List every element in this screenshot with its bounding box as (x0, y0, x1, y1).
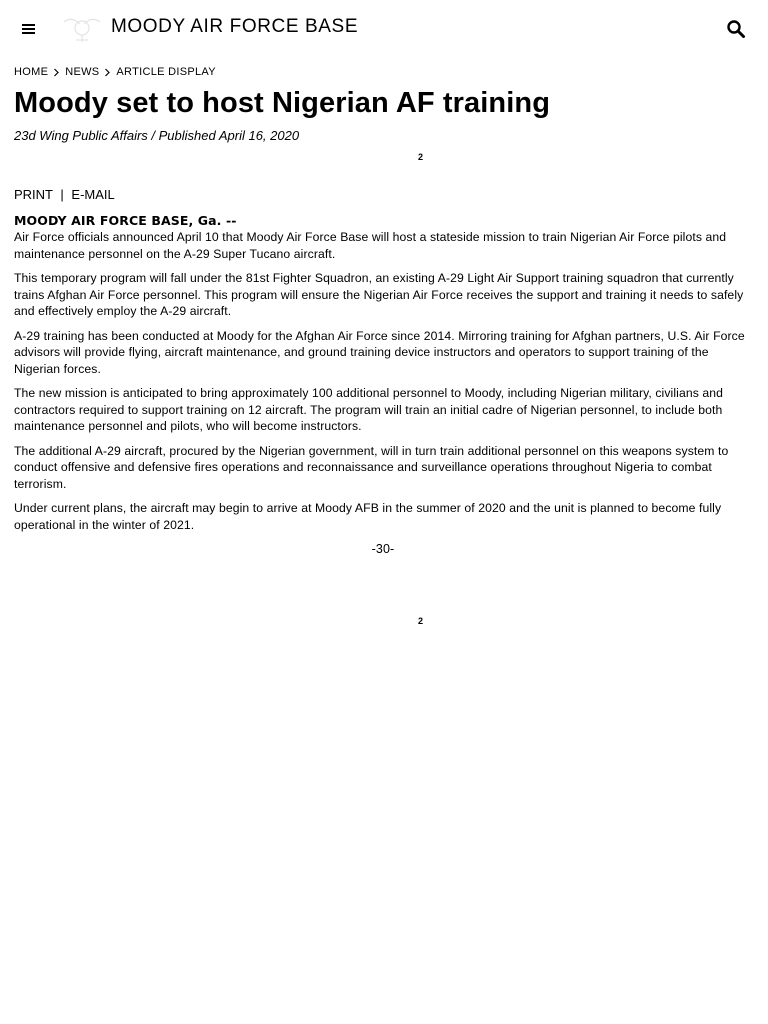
breadcrumb-article-display[interactable]: ARTICLE DISPLAY (116, 66, 216, 78)
article-actions (14, 187, 115, 202)
article-body (14, 212, 752, 558)
action-separator: | (60, 187, 64, 202)
article-byline: 23d Wing Public Affairs / Published April 16, 2020 (14, 128, 300, 143)
print-link[interactable]: PRINT (14, 187, 53, 202)
article-end-mark: -30- (371, 542, 395, 556)
article-paragraph: This temporary program will fall under the 81st Fighter Squadron, an existing A-29 Light Air Support training squadron that currently trains Afghan Air Force personnel. This program will ensure the Nigerian Air Force receives the support and training it needs to safely and effectively employ the A-29 aircraft. (14, 271, 744, 318)
article-paragraph: The additional A-29 aircraft, procured by the Nigerian government, will in turn train additional personnel on this weapons system to conduct offensive and defensive fires operations and reconnaissance and surveillance operations throughout Nigeria to combat terrorism. (14, 443, 729, 491)
site-header (0, 0, 768, 56)
article-paragraph: The new mission is anticipated to bring approximately 100 additional personnel to Moody, including Nigerian military, civilians and contractors required to support training on 12 aircraft. The program will train an initial cadre of Nigerian personnel, to include both maintenance personnel and pilots, who will become instructors. (14, 386, 724, 433)
chevron-right-icon (101, 68, 114, 77)
image-placeholder-marker: 2 (418, 616, 424, 626)
hamburger-menu-icon[interactable] (22, 24, 36, 36)
site-logo[interactable] (60, 10, 104, 44)
article-dateline: MOODY AIR FORCE BASE, Ga. -- (14, 213, 237, 228)
search-icon[interactable] (726, 19, 746, 39)
article-title: Moody set to host Nigerian AF training (14, 87, 551, 119)
breadcrumb (14, 66, 216, 78)
breadcrumb-home[interactable]: HOME (14, 66, 49, 78)
article-paragraph: Air Force officials announced April 10 that Moody Air Force Base will host a stateside mission to train Nigerian Air Force pilots and maintenance personnel on the A-29 Super Tucano aircraft. (14, 230, 727, 261)
breadcrumb-news[interactable]: NEWS (65, 66, 100, 78)
article-paragraph: Under current plans, the aircraft may begin to arrive at Moody AFB in the summer of 2020 and the unit is planned to become fully operational in the winter of 2021. (14, 501, 722, 532)
chevron-right-icon (50, 68, 63, 77)
image-placeholder-marker: 2 (418, 152, 424, 162)
article-paragraph: A-29 training has been conducted at Moody for the Afghan Air Force since 2014. Mirroring training for Afghan partners, U.S. Air Force advisors will provide flying, aircraft maintenance, and ground training device instructors and operators to support training of the Nigerian forces. (14, 328, 745, 376)
site-title[interactable]: MOODY AIR FORCE BASE (111, 16, 359, 37)
email-link[interactable]: E-MAIL (71, 187, 115, 202)
